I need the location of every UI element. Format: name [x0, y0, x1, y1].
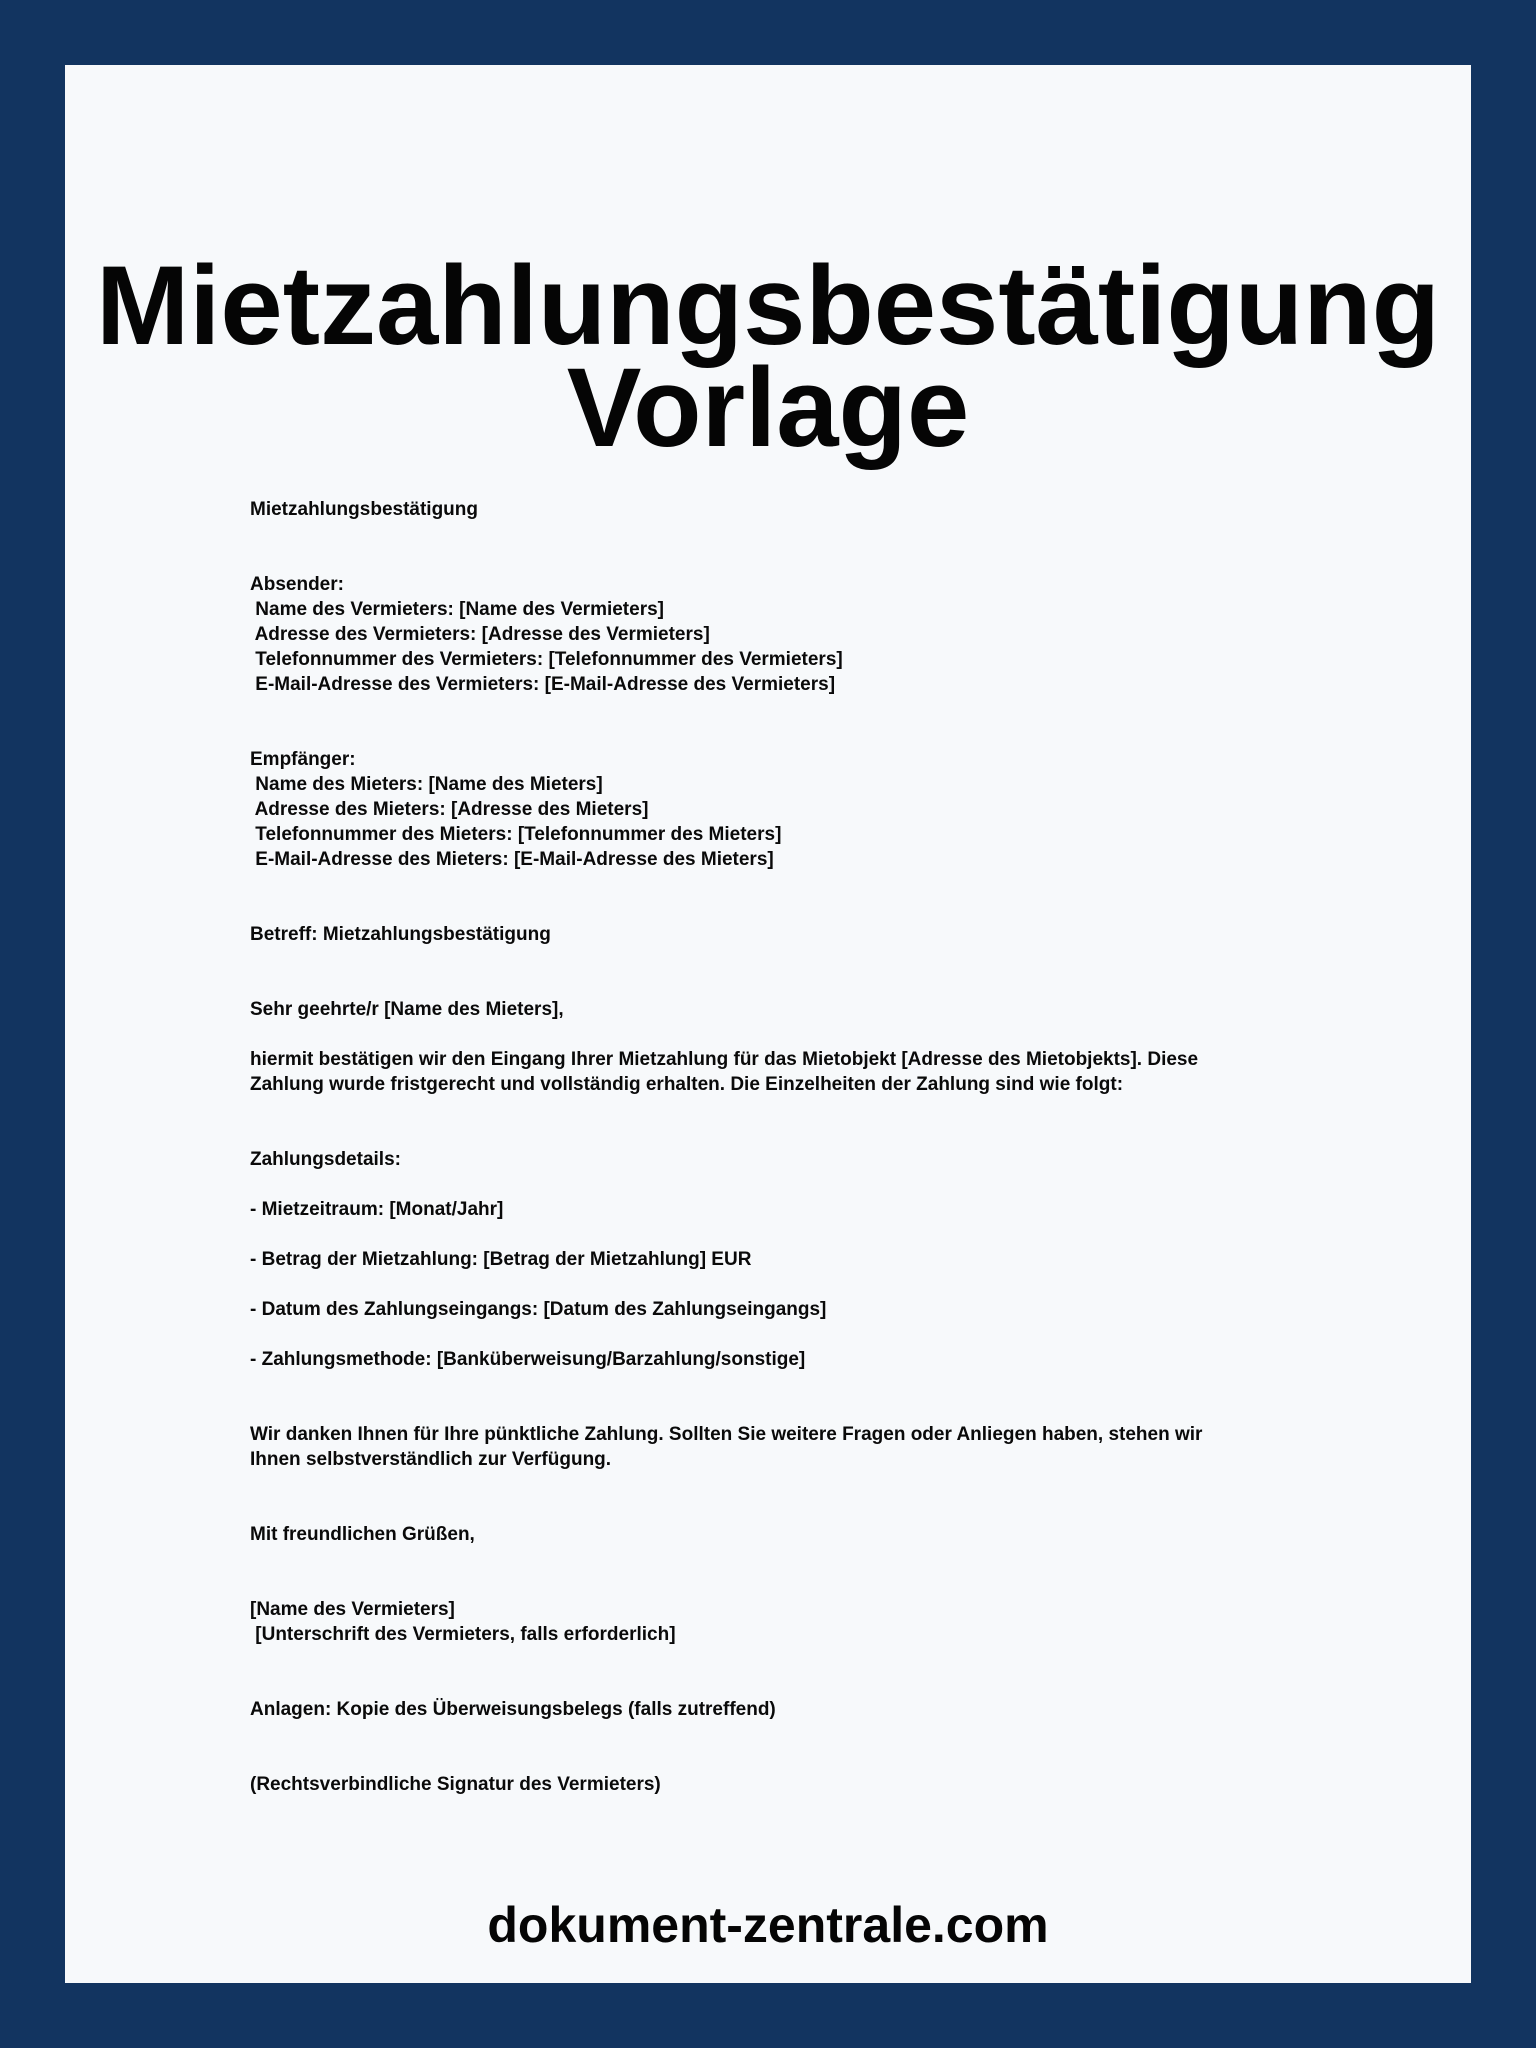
blank-line: [250, 1722, 1330, 1747]
recipient-address: Adresse des Mieters: [Adresse des Mieters]: [250, 799, 649, 820]
footer-website: dokument-zentrale.com: [487, 1897, 1049, 1953]
blank-line: [250, 1497, 1330, 1522]
letter-heading: Mietzahlungsbestätigung: [250, 499, 478, 520]
recipient-label: Empfänger:: [250, 749, 356, 770]
detail-period: - Mietzeitraum: [Monat/Jahr]: [250, 1199, 504, 1220]
closing: Mit freundlichen Grüßen,: [250, 1524, 475, 1545]
blank-line: [250, 522, 1330, 547]
document-page: [65, 65, 1471, 1983]
blank-line: [250, 972, 1330, 997]
blank-line: [250, 1172, 1330, 1197]
blank-line: [250, 1472, 1330, 1497]
blank-line: [250, 1122, 1330, 1147]
blank-line: [250, 1647, 1330, 1672]
thanks-line-2: Ihnen selbstverständlich zur Verfügung.: [250, 1449, 612, 1470]
salutation: Sehr geehrte/r [Name des Mieters],: [250, 999, 564, 1020]
blank-line: [250, 947, 1330, 972]
sender-email: E-Mail-Adresse des Vermieters: [E-Mail-Adresse des Vermieters]: [250, 674, 836, 695]
payment-details-label: Zahlungsdetails:: [250, 1149, 401, 1170]
blank-line: [250, 722, 1330, 747]
blank-line: [250, 547, 1330, 572]
blank-line: [250, 1747, 1330, 1772]
recipient-phone: Telefonnummer des Mieters: [Telefonnummer des Mieters]: [250, 824, 782, 845]
blank-line: [250, 897, 1330, 922]
blank-line: [250, 1372, 1330, 1397]
body-line-2: Zahlung wurde fristgerecht und vollständig erhalten. Die Einzelheiten der Zahlung sind wie folgt:: [250, 1074, 1124, 1095]
signer-name: [Name des Vermieters]: [250, 1599, 455, 1620]
sender-phone: Telefonnummer des Vermieters: [Telefonnummer des Vermieters]: [250, 649, 843, 670]
page-title-line-2: Vorlage: [566, 345, 970, 470]
blank-line: [250, 1322, 1330, 1347]
sender-name: Name des Vermieters: [Name des Vermieters]: [250, 599, 664, 620]
page-title-line-1: Mietzahlungsbestätigung: [96, 243, 1440, 368]
thanks-line-1: Wir danken Ihnen für Ihre pünktliche Zahlung. Sollten Sie weitere Fragen oder Anliegen haben, stehen wir: [250, 1424, 1203, 1445]
blank-line: [250, 1222, 1330, 1247]
blank-line: [250, 1022, 1330, 1047]
recipient-name: Name des Mieters: [Name des Mieters]: [250, 774, 603, 795]
attachments: Anlagen: Kopie des Überweisungsbelegs (falls zutreffend): [250, 1699, 776, 1720]
signer-signature: [Unterschrift des Vermieters, falls erforderlich]: [250, 1624, 676, 1645]
blank-line: [250, 872, 1330, 897]
page-title: [65, 243, 1471, 470]
blank-line: [250, 1272, 1330, 1297]
blank-line: [250, 1572, 1330, 1597]
detail-amount: - Betrag der Mietzahlung: [Betrag der Mietzahlung] EUR: [250, 1249, 752, 1270]
letter-body: [250, 497, 1330, 1797]
recipient-email: E-Mail-Adresse des Mieters: [E-Mail-Adresse des Mieters]: [250, 849, 774, 870]
blank-line: [250, 1097, 1330, 1122]
sender-address: Adresse des Vermieters: [Adresse des Vermieters]: [250, 624, 710, 645]
subject-line: Betreff: Mietzahlungsbestätigung: [250, 924, 551, 945]
sender-label: Absender:: [250, 574, 344, 595]
blank-line: [250, 1397, 1330, 1422]
legal-signature: (Rechtsverbindliche Signatur des Vermieters): [250, 1774, 661, 1795]
detail-method: - Zahlungsmethode: [Banküberweisung/Barzahlung/sonstige]: [250, 1349, 806, 1370]
blank-line: [250, 1672, 1330, 1697]
detail-date: - Datum des Zahlungseingangs: [Datum des Zahlungseingangs]: [250, 1299, 827, 1320]
body-line-1: hiermit bestätigen wir den Eingang Ihrer Mietzahlung für das Mietobjekt [Adresse des Mietobjekts]. Diese: [250, 1049, 1199, 1070]
blank-line: [250, 1547, 1330, 1572]
blank-line: [250, 697, 1330, 722]
